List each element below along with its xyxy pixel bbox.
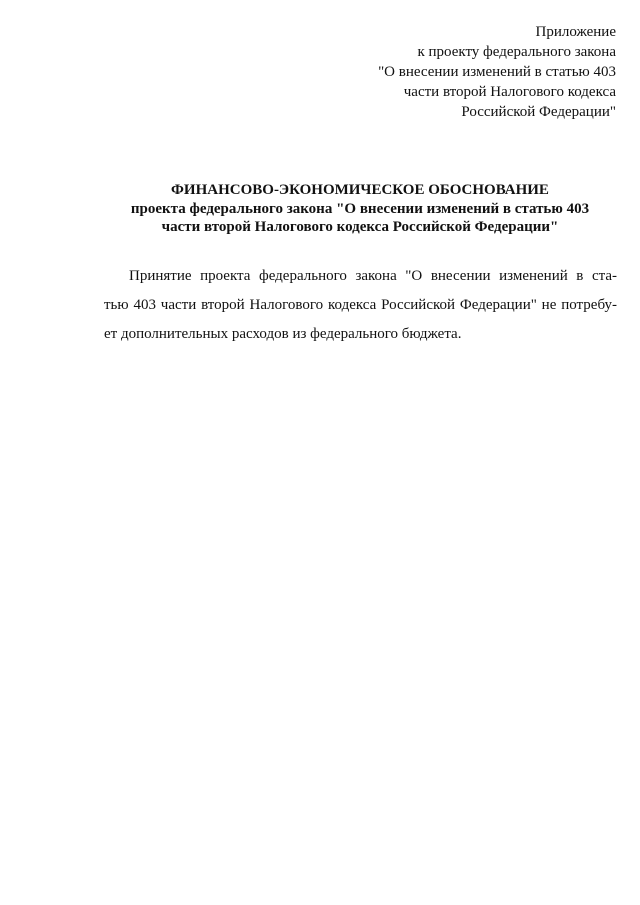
appendix-note (378, 22, 616, 122)
appendix-line: "О внесении изменений в статью 403 (378, 64, 616, 80)
appendix-line: Приложение (535, 24, 616, 40)
document-heading (60, 181, 640, 237)
heading-title: ФИНАНСОВО-ЭКОНОМИЧЕСКОЕ ОБОСНОВАНИЕ (171, 182, 549, 198)
paragraph-line: ет дополнительных расходов из федерального бюджета. (104, 326, 462, 342)
heading-subtitle-line: части второй Налогового кодекса Российской Федерации" (161, 219, 559, 235)
heading-subtitle-line: проекта федерального закона "О внесении изменений в статью 403 (130, 200, 590, 217)
appendix-line: части второй Налогового кодекса (403, 84, 616, 100)
appendix-line: к проекту федерального закона (417, 44, 616, 60)
paragraph-line: Принятие проекта федерального закона "О внесении изменений в ста- (129, 268, 617, 284)
paragraph-line: тью 403 части второй Налогового кодекса Российской Федерации" не потребу- (104, 297, 617, 313)
appendix-line: Российской Федерации" (461, 104, 616, 120)
